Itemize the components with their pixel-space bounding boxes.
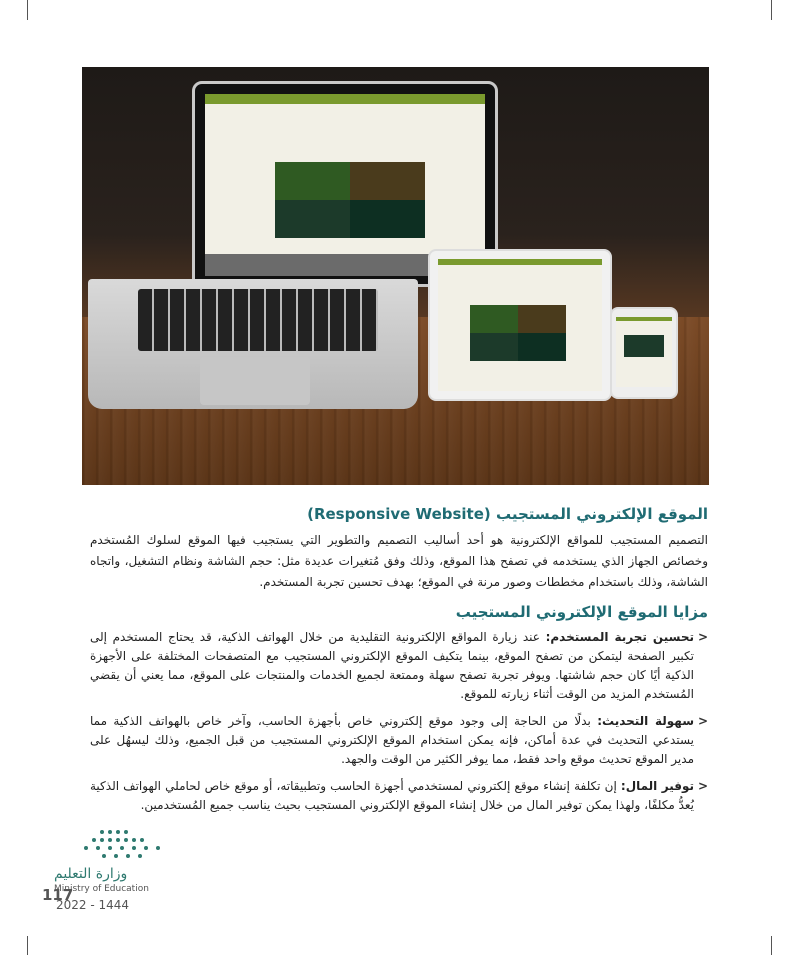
item-heading: توفير المال: [620,779,694,793]
devices-photo [82,67,709,485]
crop-mark [27,0,28,20]
section-paragraph: التصميم المستجيب للمواقع الإلكترونية هو أحد أساليب التصميم والتطوير التي يستجيب فيها الموقع لسلوك المُستخدم وخصائص الجهاز الذي يستخدمه في تصفح هذا الموقع، وذلك وفق مُتغيرات عديدة مثل: حجم الشاشة ونظام التشغيل، واتجاه الشاشة، وذلك باستخدام مخططات وصور مرنة في الموقع؛ بهدف تحسين تجربة المستخدم. [90,533,708,589]
item-text: عند زيارة المواقع الإلكترونية التقليدية من خلال الهواتف الذكية، قد يحتاج المستخدم إلى تكبير الصفحة ليتمكن من تصفح الموقع، بينما يتكيف الموقع الإلكتروني المستجيب مع المتصفحات المختلفة على الأجهزة الذكية أيًا كان حجم شاشتها. ويوفر تجربة تصفح سهلة وممتعة لجميع الخدمات والمنتجات على الموقع، مما يعني أن يقضي المُستخدم المزيد من الوقت أثناء زيارته للموقع. [90,630,694,701]
list-item [90,777,708,815]
laptop-keyboard [88,279,418,409]
item-text: بدلًا من الحاجة إلى وجود موقع إلكتروني خاص بأجهزة الحاسب، وآخر خاص بالهواتف الذكية مما يستدعي التحديث في عدة أماكن، فإنه يمكن استخدام الموقع الإلكتروني المستجيب من قبل الجميع، وذلك ليسهُل على مدير الموقع تحديث موقع واحد فقط، مما يوفر الكثير من الوقت والجهد. [90,714,694,766]
bullet-arrow-icon: < [697,714,708,728]
trackpad [200,357,310,405]
list-item [90,712,708,769]
crop-mark [771,0,772,20]
ministry-name-english: Ministry of Education [54,884,149,894]
bullet-arrow-icon: < [697,779,708,793]
tablet-website [438,259,602,391]
section-title-advantages: مزايا الموقع الإلكتروني المستجيب [455,603,708,621]
edition-year: 2022 - 1444 [56,898,130,912]
section-title-responsive-website: الموقع الإلكتروني المستجيب (Responsive Website) [307,505,708,523]
ministry-logo-icon [52,828,172,868]
phone-website [616,317,672,387]
list-item [90,628,708,704]
bullet-arrow-icon: < [697,630,708,644]
page-number: 117 [42,886,74,904]
tablet-device [428,249,612,401]
item-text: إن تكلفة إنشاء موقع إلكتروني لمستخدمي أجهزة الحاسب وتطبيقاته، أو موقع خاص لحاملي الهواتف الذكية يُعدُّ مكلفًا، ولهذا يمكن توفير المال من خلال إنشاء الموقع الإلكتروني المستجيب بحيث يناسب جميع المُستخدمين. [90,779,694,812]
crop-mark [27,936,28,955]
item-heading: سهولة التحديث: [597,714,694,728]
crop-mark [771,936,772,955]
item-heading: تحسين تجربة المستخدم: [545,630,694,644]
phone-device [610,307,678,399]
advantages-list [90,628,708,823]
ministry-name-arabic: وزارة التعليم [54,866,128,882]
